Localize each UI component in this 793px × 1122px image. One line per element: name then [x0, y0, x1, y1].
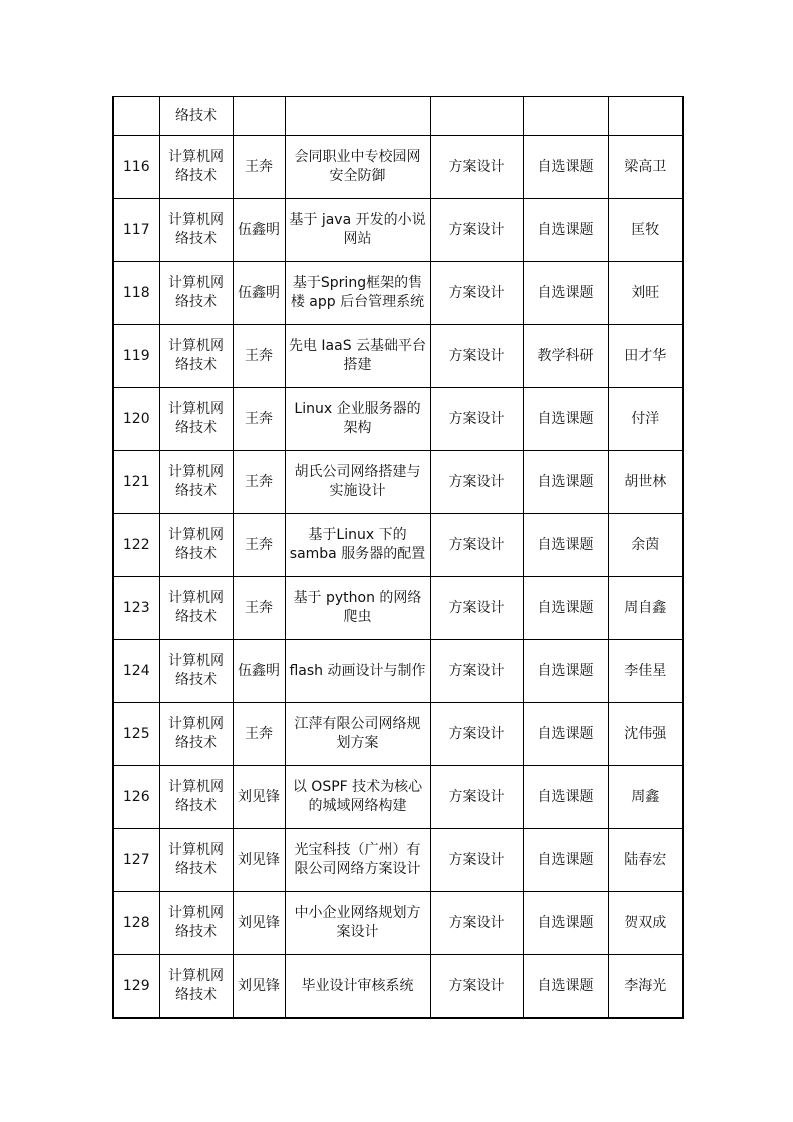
- source-cell: 自选课题: [523, 892, 608, 955]
- topic-cell: 以 OSPF 技术为核心的城域网络构建: [285, 766, 430, 829]
- row-number: 119: [113, 325, 159, 388]
- source-cell: 自选课题: [523, 640, 608, 703]
- topic-cell: 江萍有限公司网络规划方案: [285, 703, 430, 766]
- table-row: [113, 262, 683, 325]
- topic-cell: 胡氏公司网络搭建与实施设计: [285, 451, 430, 514]
- major-cell: 计算机网络技术: [159, 514, 233, 577]
- source-cell: 自选课题: [523, 388, 608, 451]
- student-cell: 周鑫: [608, 766, 683, 829]
- topic-cell: 光宝科技（广州）有限公司网络方案设计: [285, 829, 430, 892]
- row-number: 116: [113, 136, 159, 199]
- topic-cell: 毕业设计审核系统: [285, 955, 430, 1019]
- table-row: [113, 577, 683, 640]
- student-cell: 胡世林: [608, 451, 683, 514]
- table-row: [113, 703, 683, 766]
- advisor-cell: 王奔: [233, 325, 285, 388]
- major-cell: 计算机网络技术: [159, 325, 233, 388]
- topic-cell: 会同职业中专校园网安全防御: [285, 136, 430, 199]
- source-cell: 自选课题: [523, 955, 608, 1019]
- advisor-cell: 刘见锋: [233, 829, 285, 892]
- major-cell: 计算机网络技术: [159, 136, 233, 199]
- row-number: 120: [113, 388, 159, 451]
- topic-cell: [285, 97, 430, 136]
- type-cell: 方案设计: [430, 577, 523, 640]
- row-number: 125: [113, 703, 159, 766]
- source-cell: 自选课题: [523, 766, 608, 829]
- topic-cell: 基于Linux 下的 samba 服务器的配置: [285, 514, 430, 577]
- advisor-cell: [233, 97, 285, 136]
- advisor-cell: 刘见锋: [233, 955, 285, 1019]
- major-cell: 计算机网络技术: [159, 766, 233, 829]
- row-number: 126: [113, 766, 159, 829]
- type-cell: 方案设计: [430, 325, 523, 388]
- row-number: 121: [113, 451, 159, 514]
- type-cell: 方案设计: [430, 955, 523, 1019]
- topic-cell: Linux 企业服务器的架构: [285, 388, 430, 451]
- row-number: [113, 97, 159, 136]
- student-cell: 陆春宏: [608, 829, 683, 892]
- student-cell: 李海光: [608, 955, 683, 1019]
- major-cell: 计算机网络技术: [159, 388, 233, 451]
- table-row: [113, 640, 683, 703]
- source-cell: 自选课题: [523, 577, 608, 640]
- student-cell: 付洋: [608, 388, 683, 451]
- source-cell: 自选课题: [523, 451, 608, 514]
- student-cell: [608, 97, 683, 136]
- row-number: 122: [113, 514, 159, 577]
- table-row: [113, 514, 683, 577]
- source-cell: 自选课题: [523, 136, 608, 199]
- advisor-cell: 伍鑫明: [233, 640, 285, 703]
- row-number: 129: [113, 955, 159, 1019]
- table-row: [113, 136, 683, 199]
- major-cell: 计算机网络技术: [159, 451, 233, 514]
- student-cell: 李佳星: [608, 640, 683, 703]
- table-row: [113, 766, 683, 829]
- type-cell: 方案设计: [430, 451, 523, 514]
- type-cell: 方案设计: [430, 136, 523, 199]
- table-row: [113, 451, 683, 514]
- topic-cell: 先电 IaaS 云基础平台搭建: [285, 325, 430, 388]
- table-row: [113, 955, 683, 1019]
- source-cell: 自选课题: [523, 262, 608, 325]
- major-cell: 络技术: [159, 97, 233, 136]
- table-row: [113, 97, 683, 136]
- major-cell: 计算机网络技术: [159, 640, 233, 703]
- type-cell: 方案设计: [430, 766, 523, 829]
- advisor-cell: 王奔: [233, 514, 285, 577]
- advisor-cell: 王奔: [233, 136, 285, 199]
- type-cell: 方案设计: [430, 262, 523, 325]
- student-cell: 田才华: [608, 325, 683, 388]
- advisor-cell: 刘见锋: [233, 766, 285, 829]
- table-row: [113, 892, 683, 955]
- type-cell: 方案设计: [430, 199, 523, 262]
- source-cell: 自选课题: [523, 199, 608, 262]
- topic-cell: flash 动画设计与制作: [285, 640, 430, 703]
- major-cell: 计算机网络技术: [159, 577, 233, 640]
- row-number: 124: [113, 640, 159, 703]
- row-number: 123: [113, 577, 159, 640]
- major-cell: 计算机网络技术: [159, 703, 233, 766]
- advisor-cell: 伍鑫明: [233, 262, 285, 325]
- source-cell: 教学科研: [523, 325, 608, 388]
- student-cell: 沈伟强: [608, 703, 683, 766]
- source-cell: 自选课题: [523, 703, 608, 766]
- major-cell: 计算机网络技术: [159, 262, 233, 325]
- row-number: 117: [113, 199, 159, 262]
- table-row: [113, 199, 683, 262]
- type-cell: 方案设计: [430, 388, 523, 451]
- student-cell: 刘旺: [608, 262, 683, 325]
- type-cell: 方案设计: [430, 640, 523, 703]
- advisor-cell: 王奔: [233, 451, 285, 514]
- type-cell: 方案设计: [430, 703, 523, 766]
- table-row: [113, 388, 683, 451]
- topic-cell: 基于 python 的网络爬虫: [285, 577, 430, 640]
- student-cell: 余茵: [608, 514, 683, 577]
- row-number: 127: [113, 829, 159, 892]
- advisor-cell: 刘见锋: [233, 892, 285, 955]
- topic-table: [112, 96, 684, 1019]
- major-cell: 计算机网络技术: [159, 829, 233, 892]
- row-number: 118: [113, 262, 159, 325]
- type-cell: 方案设计: [430, 514, 523, 577]
- row-number: 128: [113, 892, 159, 955]
- advisor-cell: 王奔: [233, 577, 285, 640]
- major-cell: 计算机网络技术: [159, 955, 233, 1019]
- student-cell: 匡牧: [608, 199, 683, 262]
- topic-cell: 基于 java 开发的小说网站: [285, 199, 430, 262]
- table-row: [113, 325, 683, 388]
- source-cell: 自选课题: [523, 829, 608, 892]
- major-cell: 计算机网络技术: [159, 892, 233, 955]
- advisor-cell: 伍鑫明: [233, 199, 285, 262]
- advisor-cell: 王奔: [233, 703, 285, 766]
- student-cell: 梁高卫: [608, 136, 683, 199]
- student-cell: 贺双成: [608, 892, 683, 955]
- type-cell: [430, 97, 523, 136]
- source-cell: 自选课题: [523, 514, 608, 577]
- major-cell: 计算机网络技术: [159, 199, 233, 262]
- table-row: [113, 829, 683, 892]
- student-cell: 周自鑫: [608, 577, 683, 640]
- type-cell: 方案设计: [430, 829, 523, 892]
- type-cell: 方案设计: [430, 892, 523, 955]
- advisor-cell: 王奔: [233, 388, 285, 451]
- source-cell: [523, 97, 608, 136]
- topic-cell: 中小企业网络规划方案设计: [285, 892, 430, 955]
- topic-cell: 基于Spring框架的售楼 app 后台管理系统: [285, 262, 430, 325]
